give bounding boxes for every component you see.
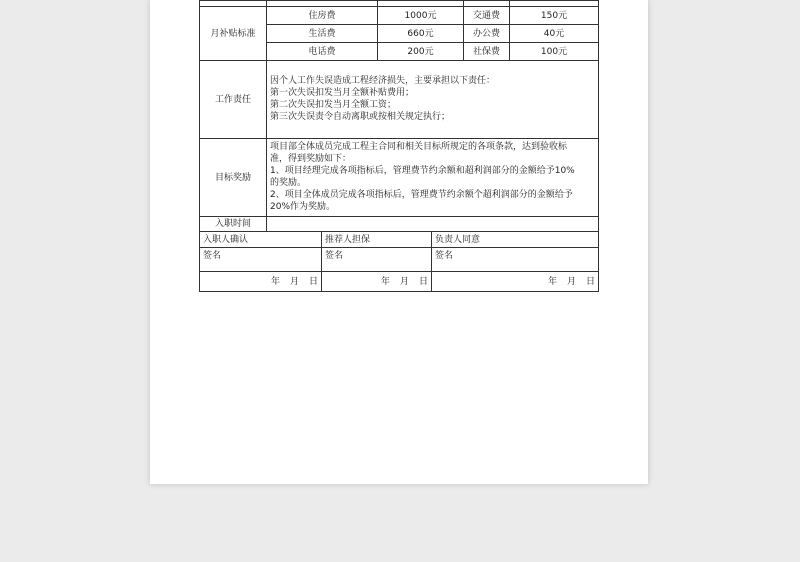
day-label: 日 xyxy=(585,276,595,287)
subsidy-item-value: 200元 xyxy=(378,43,464,61)
subsidy-item-value: 660元 xyxy=(378,25,464,43)
signature-label: 签名 xyxy=(325,251,344,261)
month-label: 月 xyxy=(289,276,299,287)
entrant-signature-field[interactable] xyxy=(200,248,322,272)
text-line: 1、项目经理完成各项指标后，管理费节约余额和超利润部分的金额给予10% xyxy=(270,166,575,176)
manager-approval-header: 负责人同意 xyxy=(432,232,599,248)
form-table xyxy=(199,0,599,292)
month-label: 月 xyxy=(566,276,576,287)
referrer-date-field[interactable] xyxy=(322,272,432,292)
referrer-signature-field[interactable] xyxy=(322,248,432,272)
manager-signature-field[interactable] xyxy=(432,248,599,272)
text-line: 20%作为奖励。 xyxy=(270,202,336,212)
text-line: 的奖励。 xyxy=(270,178,307,188)
subsidy-item-value: 100元 xyxy=(510,43,599,61)
responsibility-text xyxy=(267,61,599,139)
entry-date-label: 入职时间 xyxy=(200,217,267,232)
text-line: 第二次失误扣发当月全额工资； xyxy=(270,100,397,110)
day-label: 日 xyxy=(418,276,428,287)
reward-label: 目标奖励 xyxy=(200,139,267,217)
employment-form xyxy=(199,0,598,300)
text-line: 第一次失误扣发当月全额补贴费用； xyxy=(270,88,415,98)
signature-label: 签名 xyxy=(203,251,222,261)
entry-date-row xyxy=(200,217,599,232)
referrer-guarantee-header: 推荐人担保 xyxy=(322,232,432,248)
subsidy-item-value: 150元 xyxy=(510,7,599,25)
manager-date-field[interactable] xyxy=(432,272,599,292)
confirm-header-row xyxy=(200,232,599,248)
signature-row xyxy=(200,248,599,272)
year-label: 年 xyxy=(547,276,557,287)
subsidy-item-value: 40元 xyxy=(510,25,599,43)
subsidy-item-value: 1000元 xyxy=(378,7,464,25)
subsidy-row xyxy=(200,7,599,25)
year-label: 年 xyxy=(270,276,280,287)
entry-date-field[interactable] xyxy=(267,217,599,232)
day-label: 日 xyxy=(308,276,318,287)
text-line: 项目部全体成员完成工程主合同和相关目标所规定的各项条款，达到验收标 xyxy=(270,142,568,152)
subsidy-item-name: 社保费 xyxy=(464,43,510,61)
document-page xyxy=(150,0,648,484)
responsibility-row xyxy=(200,61,599,139)
subsidy-item-name: 生活费 xyxy=(267,25,378,43)
year-label: 年 xyxy=(380,276,390,287)
month-label: 月 xyxy=(399,276,409,287)
entrant-date-field[interactable] xyxy=(200,272,322,292)
reward-row xyxy=(200,139,599,217)
entrant-confirm-header: 入职人确认 xyxy=(200,232,322,248)
text-line: 因个人工作失误造成工程经济损失，主要承担以下责任： xyxy=(270,76,496,86)
reward-text xyxy=(267,139,599,217)
subsidy-item-name: 交通费 xyxy=(464,7,510,25)
text-line: 第三次失误责令自动离职或按相关规定执行； xyxy=(270,112,451,122)
signature-label: 签名 xyxy=(435,251,454,261)
text-line: 准，得到奖励如下： xyxy=(270,154,352,164)
subsidy-item-name: 办公费 xyxy=(464,25,510,43)
subsidy-item-name: 住房费 xyxy=(267,7,378,25)
responsibility-label: 工作责任 xyxy=(200,61,267,139)
subsidy-label: 月补贴标准 xyxy=(200,7,267,61)
date-row xyxy=(200,272,599,292)
text-line: 2、项目全体成员完成各项指标后，管理费节约余额个超利润部分的金额给予 xyxy=(270,190,573,200)
subsidy-item-name: 电话费 xyxy=(267,43,378,61)
